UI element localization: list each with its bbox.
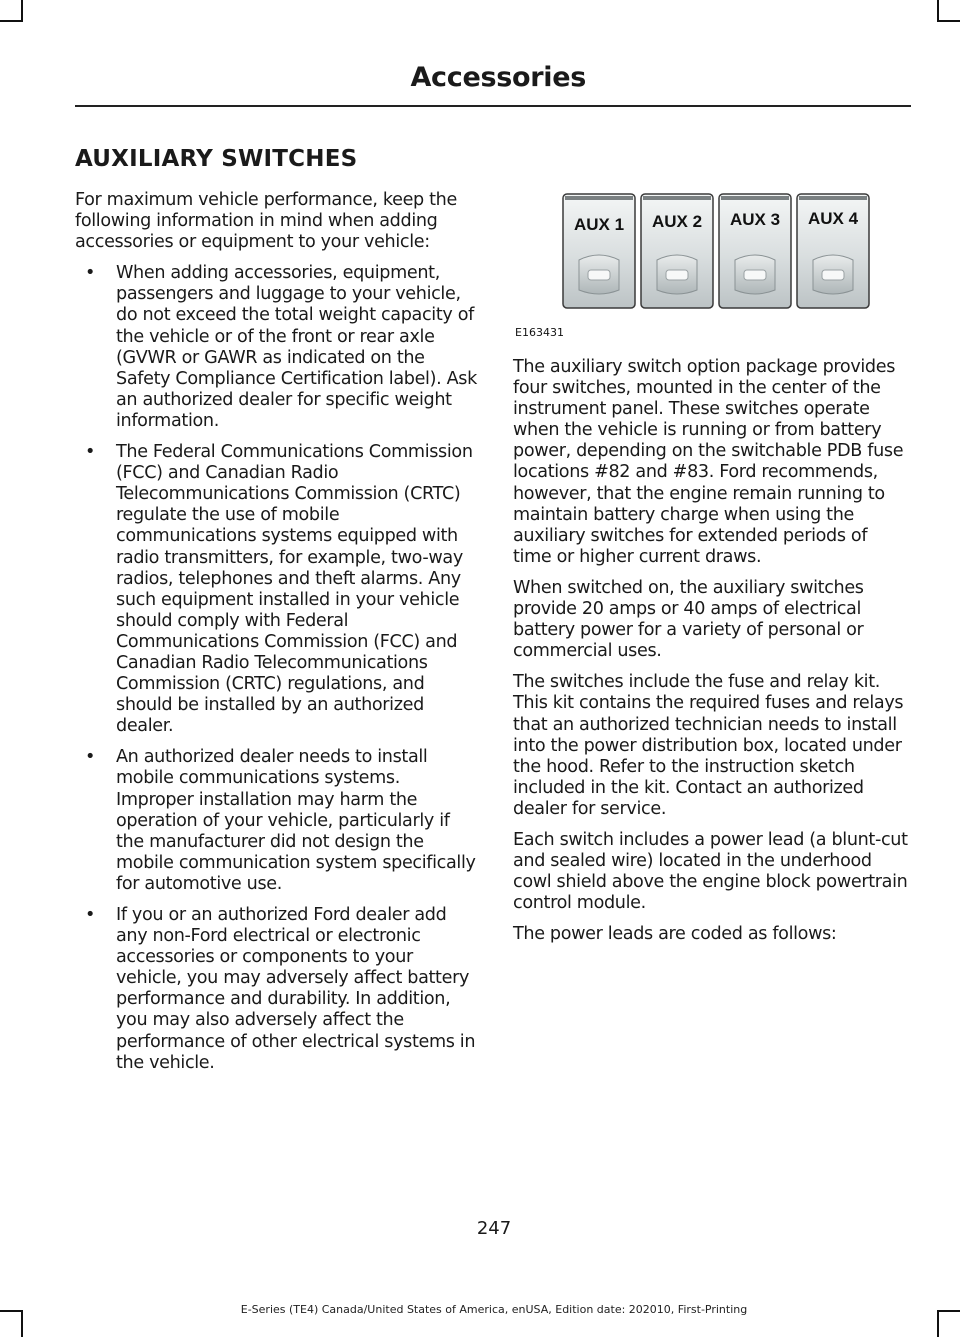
crop-mark (937, 0, 939, 22)
crop-mark (0, 20, 22, 22)
switch-label: AUX 4 (807, 209, 859, 228)
list-item-text: The Federal Communications Commission (FCC) and Canadian Radio Telecommunications Commission (CRTC) regulate the use of mobile communications systems equipped with radio transmitters, for example, two-way radios, telephones and theft alarms. Any such equipment installed in your vehicle should comply with Federal Communications Commission (FCC) and Canadian Radio Telecommunications Commission (CRTC) regulations, and should be installed by an authorized dealer. (116, 442, 473, 737)
right-column (513, 357, 909, 955)
aux-switches-figure (513, 190, 913, 340)
list-item (75, 442, 477, 737)
bullet-list (75, 263, 477, 1073)
paragraph: The power leads are coded as follows: (513, 924, 837, 945)
paragraph: When switched on, the auxiliary switches provide 20 amps or 40 amps of electrical battery power for a variety of personal or commercial uses. (513, 577, 864, 662)
crop-mark (938, 20, 960, 22)
footer-text: E-Series (TE4) Canada/United States of America, enUSA, Edition date: 202010, First-Printing (240, 1303, 748, 1316)
page-header-title: Accessories (410, 62, 586, 93)
paragraph: The auxiliary switch option package provides four switches, mounted in the center of the instrument panel. These switches operate when the vehicle is running or from battery power, depending on the switchable PDB fuse locations #82 and #83. Ford recommends, however, that the engine remain running to maintain battery charge when using the auxiliary switches for extended periods of time or higher current draws. (513, 357, 904, 567)
switch-label: AUX 2 (651, 212, 703, 231)
bullet-marker: • (85, 905, 96, 925)
list-item (75, 263, 477, 432)
aux-switch-4 (797, 194, 869, 308)
intro-paragraph: For maximum vehicle performance, keep the following information in mind when adding accessories or equipment to your vehicle: (75, 190, 457, 253)
list-item (75, 747, 477, 895)
aux-switch-3 (719, 194, 791, 308)
list-item (75, 905, 477, 1074)
list-item-text: When adding accessories, equipment, passengers and luggage to your vehicle, do not exceed the total weight capacity of the vehicle or of the front or rear axle (GVWR or GAWR as indicated on the Safety Compliance Certification label). Ask an authorized dealer for specific weight information. (116, 263, 477, 431)
bullet-marker: • (85, 747, 96, 768)
paragraph: The switches include the fuse and relay kit. This kit contains the required fuses and relays that an authorized technician needs to install into the power distribution box, located under the hood. Refer to the instruction sketch included in the kit. Contact an authorized dealer for service. (513, 672, 904, 819)
figure-code: E163431 (515, 326, 564, 339)
section-title: AUXILIARY SWITCHES (75, 146, 358, 172)
switch-label: AUX 1 (573, 215, 625, 234)
crop-mark (21, 0, 23, 22)
aux-switches-illustration (513, 190, 913, 340)
page-number: 247 (476, 1218, 512, 1239)
aux-switch-1 (563, 194, 635, 308)
switch-label: AUX 3 (729, 210, 781, 229)
header-rule (75, 105, 911, 107)
list-item-text: An authorized dealer needs to install mobile communications systems. Improper installation may harm the operation of your vehicle, particularly if the manufacturer did not design the mobile communication system specifically for automotive use. (116, 747, 476, 894)
aux-switch-2 (641, 194, 713, 308)
left-column (75, 146, 477, 1084)
list-item-text: If you or an authorized Ford dealer add any non-Ford electrical or electronic accessories or components to your vehicle, you may adversely affect battery performance and durability. In addition, you may also adversely affect the performance of other electrical systems in the vehicle. (116, 905, 476, 1073)
bullet-marker: • (85, 442, 96, 463)
paragraph: Each switch includes a power lead (a blunt-cut and sealed wire) located in the underhood cowl shield above the engine block powertrain control module. (513, 829, 908, 914)
bullet-marker: • (85, 263, 96, 284)
